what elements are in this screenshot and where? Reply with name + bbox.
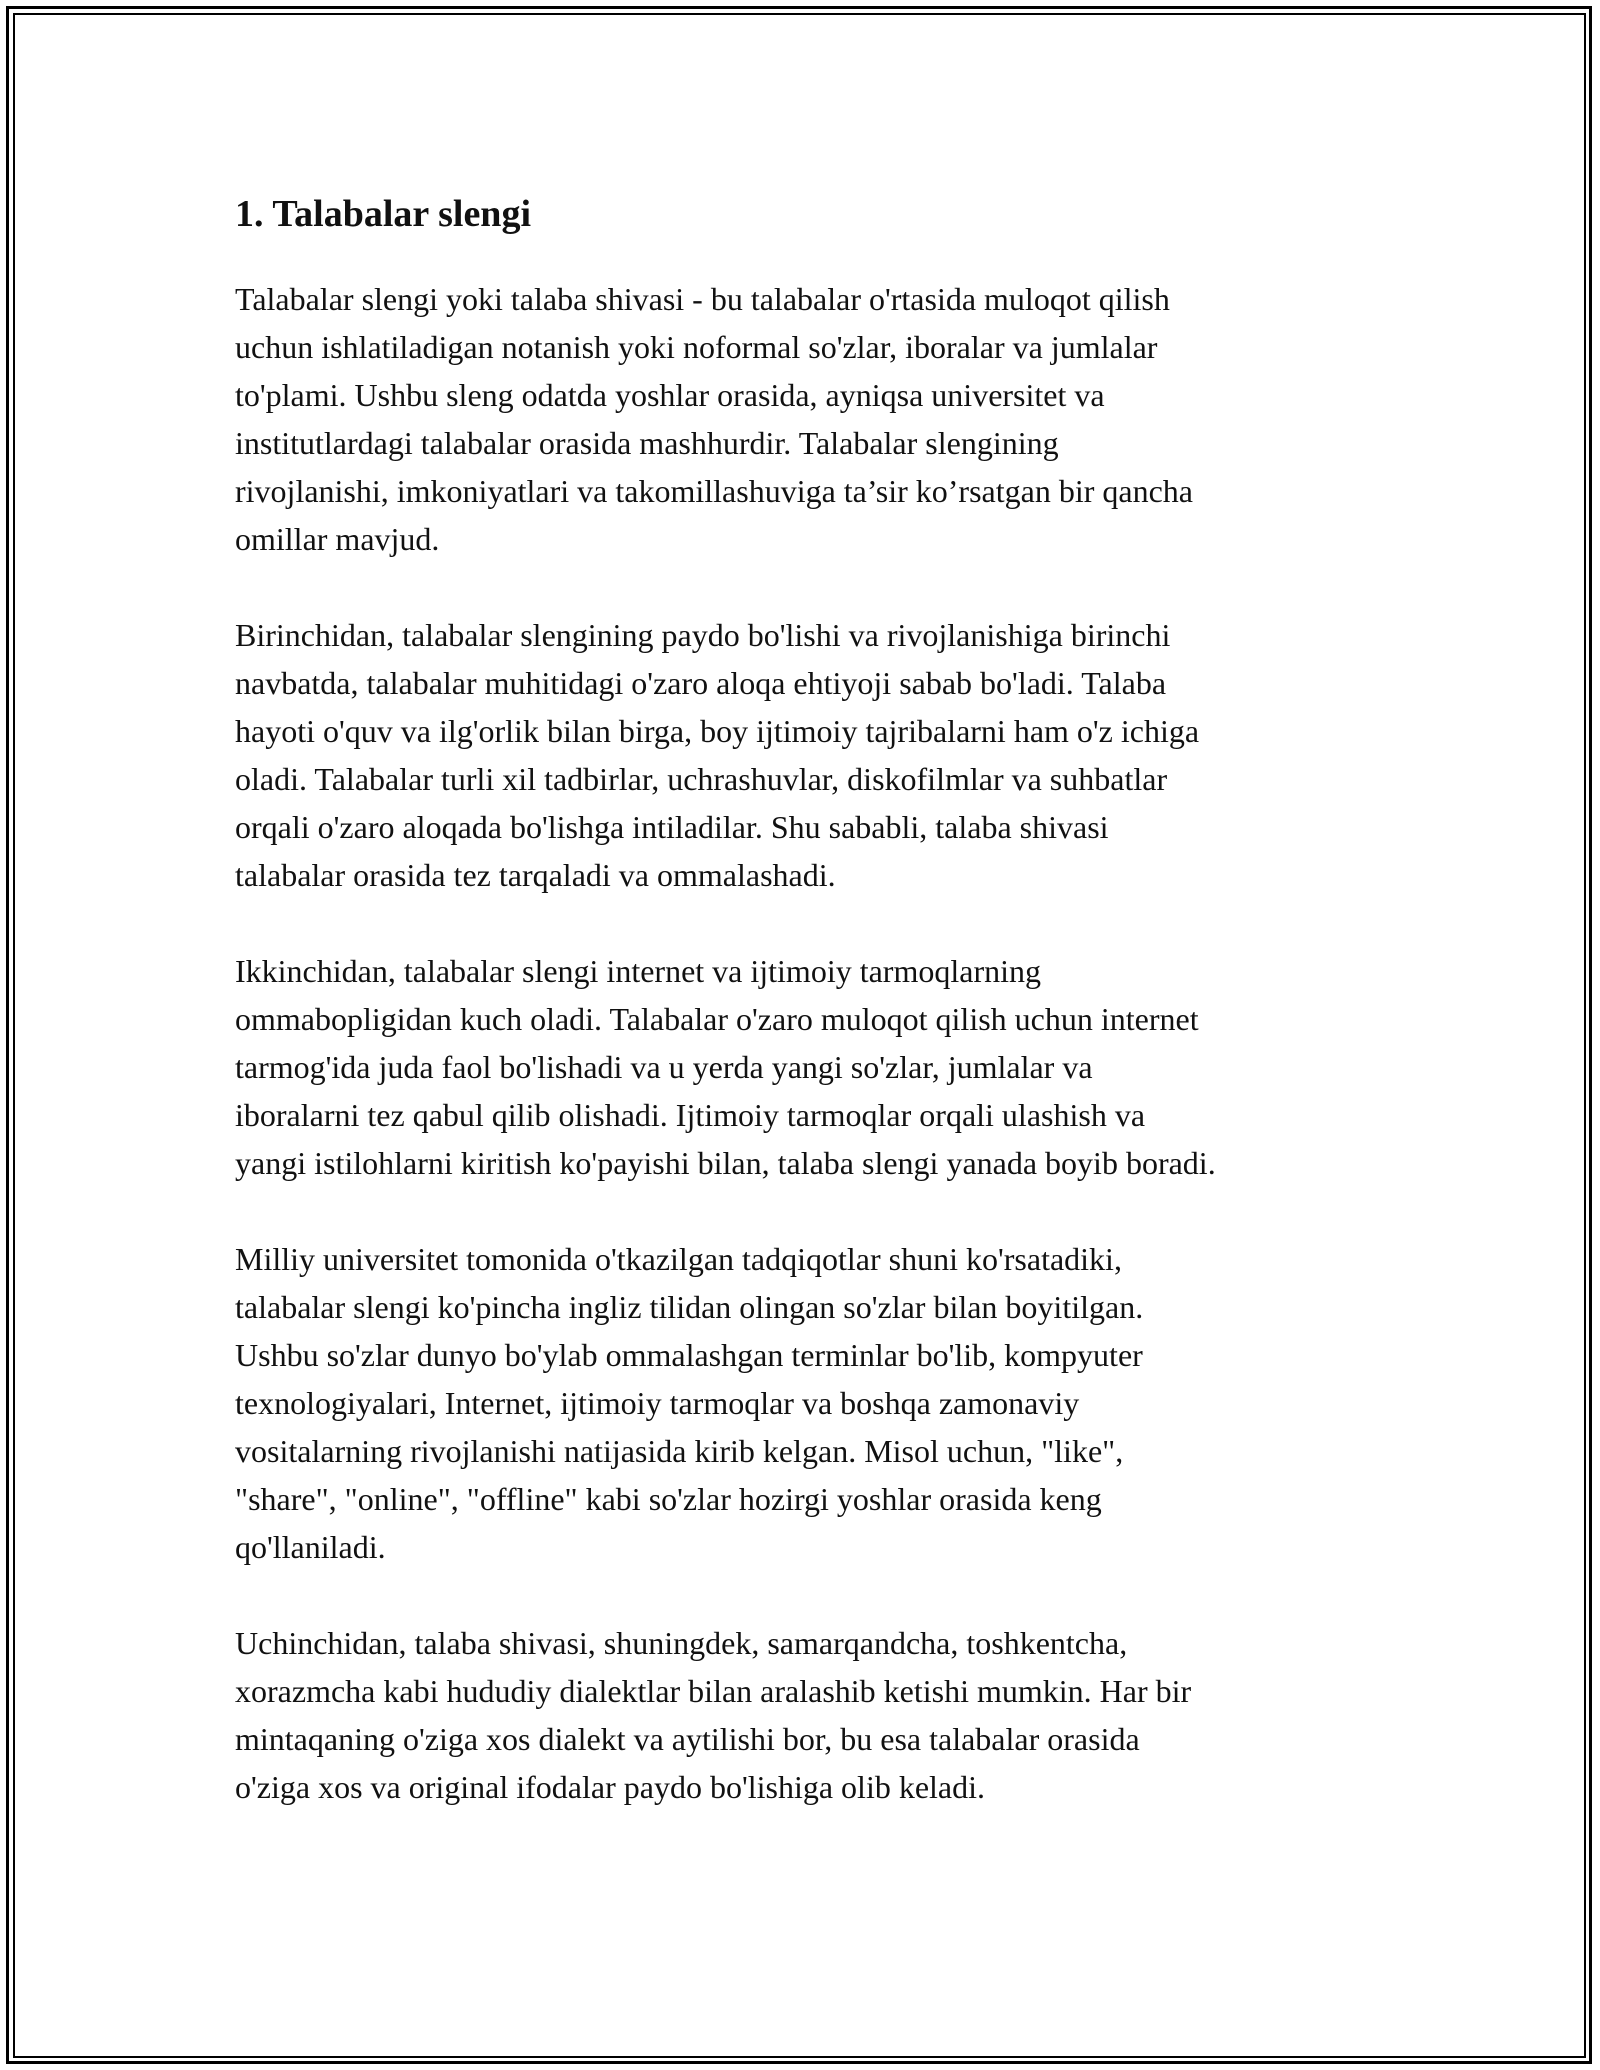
paragraph-third-reason: Uchinchidan, talaba shivasi, shuningdek, samarqandcha, toshkentcha, xorazmcha kabi hududiy dialektlar bilan aralashib ketishi mumkin. Har bir mintaqaning o'ziga xos dialekt va aytilishi bor, bu esa talabalar orasida o'ziga xos va original ifodalar paydo bo'lishiga olib keladi. [235,1625,1192,1805]
paragraph-university-research: Milliy universitet tomonida o'tkazilgan tadqiqotlar shuni ko'rsatadiki, talabalar slengi ko'pincha ingliz tilidan olingan so'zlar bilan boyitilgan. Ushbu so'zlar dunyo bo'ylab ommalashgan terminlar bo'lib, kompyuter texnologiyalari, Internet, ijtimoiy tarmoqlar va boshqa zamonaviy vositalarning rivojlanishi natijasida kirib kelgan. Misol uchun, "like", "share", "online", "offline" kabi so'zlar hozirgi yoshlar orasida keng qo'llaniladi. [235,1241,1144,1565]
paragraph-intro: Talabalar slengi yoki talaba shivasi - bu talabalar o'rtasida muloqot qilish uchun ishlatiladigan notanish yoki noformal so'zlar, iboralar va jumlalar to'plami. Ushbu sleng odatda yoshlar orasida, ayniqsa universitet va institutlardagi talabalar orasida mashhurdir. Talabalar slengining rivojlanishi, imkoniyatlari va takomillashuviga ta’sir ko’rsatgan bir qancha omillar mavjud. [235,281,1193,557]
section-title: 1. Talabalar slengi [235,193,532,235]
paragraph-second-reason: Ikkinchidan, talabalar slengi internet va ijtimoiy tarmoqlarning ommabopligidan kuch oladi. Talabalar o'zaro muloqot qilish uchun internet tarmog'ida juda faol bo'lishadi va u yerda yangi so'zlar, jumlalar va iboralarni tez qabul qilib olishadi. Ijtimoiy tarmoqlar orqali ulashish va yangi istilohlarni kiritish ko'payishi bilan, talaba slengi yanada boyib boradi. [235,953,1216,1181]
document-body [235,186,1375,1859]
paragraph-first-reason: Birinchidan, talabalar slengining paydo bo'lishi va rivojlanishiga birinchi navbatda, talabalar muhitidagi o'zaro aloqa ehtiyoji sabab bo'ladi. Talaba hayoti o'quv va ilg'orlik bilan birga, boy ijtimoiy tajribalarni ham o'z ichiga oladi. Talabalar turli xil tadbirlar, uchrashuvlar, diskofilmlar va suhbatlar orqali o'zaro aloqada bo'lishga intiladilar. Shu sababli, talaba shivasi talabalar orasida tez tarqaladi va ommalashadi. [235,617,1200,893]
